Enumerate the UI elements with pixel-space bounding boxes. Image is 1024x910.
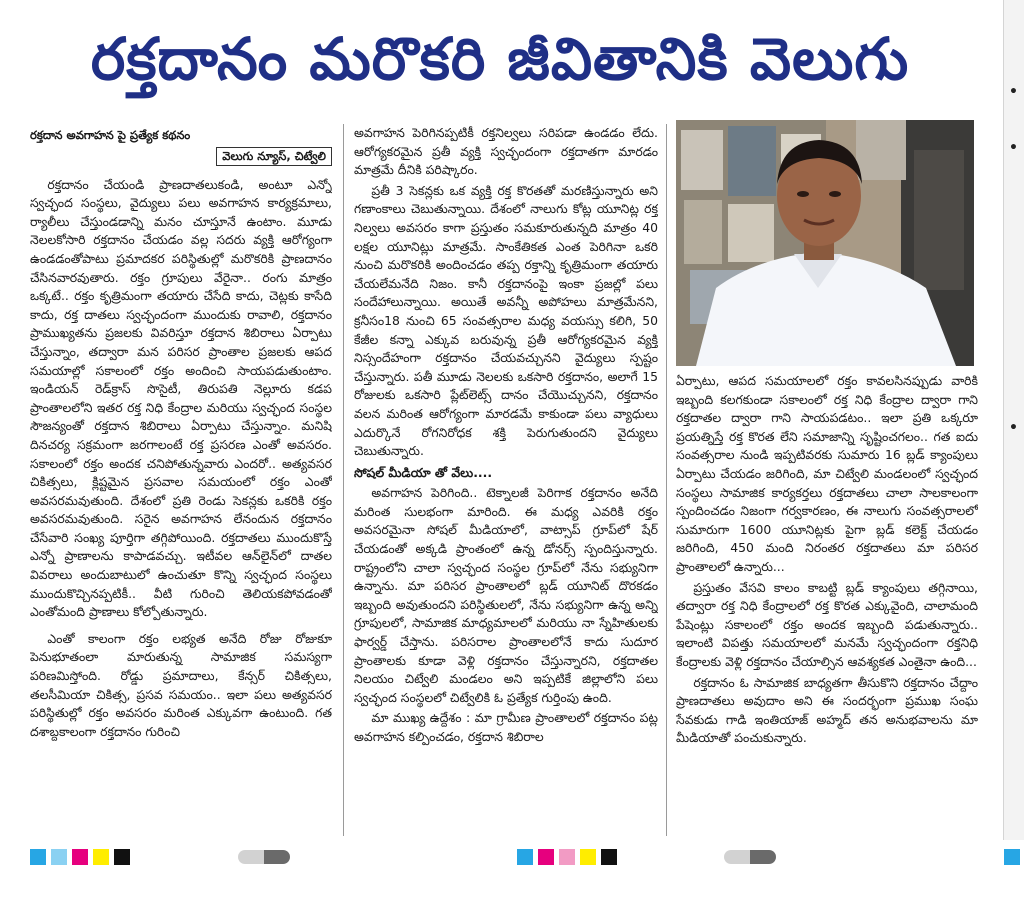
paragraph: ఎంతో కాలంగా రక్తం లభ్యత అనేది రోజు రోజుకూ పెనుభూతంలా మారుతున్న సామాజిక సమస్యగా పరిణమిస్తోంది. రోడ్డు ప్రమాదాలు, కేన్సర్ చికిత్సలు, తలసీమియా చికిత్స, ప్రసవ సమయం.. ఇలా పలు అత్యవసర పరిస్థితుల్లో రక్తం అవసరం మరింత ఎక్కువగా ఉంటుంది. గత దశాబ్దకాలంగా రక్తదానం గురించి [30, 630, 332, 739]
color-swatch-yellow [580, 849, 596, 865]
paragraph: ప్రతీ 3 సెకన్లకు ఒక వ్యక్తి రక్త కొరతతో మరణిస్తున్నారు అని గణాంకాలు చెబుతున్నాయి. దేశంలో నాలుగు కోట్ల యూనిట్ల రక్త నిల్వలు అవసరం కాగా ప్రస్తుతం సమకూరుతున్నది మాత్రం 40 లక్షల యూనిట్లు మాత్రమే. సాంకేతికత ఎంత పెరిగినా ఒకరి నుంచి మరొకరికి అందించడం తప్ప రక్తాన్ని కృత్రిమంగా తయారు చేయలేమనేది నిజం. కానీ రక్తదానంపై ఇంకా ప్రజల్లో పలు సందేహాలున్నాయి. అయితే అవన్నీ అపోహలు మాత్రమేనని, క్రనీసం18 నుంచి 65 సంవత్సరాల మధ్య వయస్సు కలిగి, 50 కేజీల కన్నా ఎక్కువ బరువున్న ప్రతీ ఆరోగ్యకరమైన వ్యక్తి నిస్సందేహంగా రక్తదానం చేయవచ్చునని వైద్యులు స్పష్టం చేస్తున్నారు. పతీ మూడు నెలలకు ఒకసారి రక్తదానం, అలాగే 15 రోజులకు ఒకసారి ప్లేట్‌లెట్స్ దానం చేయొచ్చునని, రక్తదానం వలన మరింత ఆరోగ్యంగా మారడమే కాకుండా పలు వ్యాధులు ఎదుర్కొనే రోగనిరోధక శక్తి పెరుగుతుందని వైద్యులు చెబుతున్నారు. [354, 182, 658, 459]
article-column-1 [30, 124, 332, 836]
column-divider [666, 124, 667, 836]
section-subhead: సోషల్ మీడియా తో వేలు.... [354, 464, 493, 480]
color-swatch-cyan [1004, 849, 1020, 865]
color-swatch-black [601, 849, 617, 865]
column-divider [343, 124, 344, 836]
paragraph: మా ముఖ్య ఉద్దేశం : మా గ్రామీణ ప్రాంతాలలో రక్తదానం పట్ల అవగాహన కల్పించడం, రక్తదాన శిబిరాల [354, 710, 658, 744]
color-swatch-cyan [517, 849, 533, 865]
adjacent-page-edge: • • • [1003, 0, 1024, 840]
byline: వెలుగు న్యూస్, చిట్వేలి [216, 147, 332, 166]
article-column-3 [676, 120, 978, 836]
paragraph: అవగాహన పెరిగినప్పటికీ రక్తనిల్వలు సరిపడా ఉండడం లేదు. ఆరోగ్యకరమైన ప్రతీ వ్యక్తి స్వచ్ఛందంగా రక్తదాతగా మారడం మాత్రమే దీనికి పరిష్కారం. [354, 125, 658, 178]
color-swatch-light-cyan [51, 849, 67, 865]
color-swatch-magenta [538, 849, 554, 865]
paragraph: ఏర్పాటు, ఆపద సమయాలలో రక్తం కావలసినప్పుడు వారికి ఇబ్బంది కలగకుండా సకాలంలో రక్త నిధి కేంద్రాల ద్వారా గాని రక్తదాతల ద్వారా గాని సాయపడటం.. ఇలా ప్రతి ఒక్కరూ ప్రయత్నిస్తే రక్త కొరత లేని సమాజాన్ని సృష్టించగలం.. గత ఐదు సంవత్సరాల నుండి ఇప్పటివరకు సుమారు 16 బ్లడ్ క్యాంపులు ఏర్పాటు చేయడం జరిగింది, మా చిట్వేలి మండలంలో స్వచ్ఛంద సంస్థలు సామాజిక కార్యకర్తలు రక్తదాతలు చాలా సాలకాలంగా స్పందించడం నిజంగా గర్వకారణం, ఈ నాలుగు సంవత్సరాలలో సుమారుగా 1600 యూనిట్లకు పైగా బ్లడ్ కలెక్ట్ చేయడం జరిగింది, 450 మంది నిరంతర రక్తదాతలు మా పరిసర ప్రాంతాలలో ఉన్నారు... [676, 373, 978, 574]
paragraph: ప్రస్తుతం వేసవి కాలం కాబట్టి బ్లడ్ క్యాంపులు తగ్గినాయి, తద్వారా రక్త నిధి కేంద్రాలలో రక్త కొరత ఎక్కువైంది, చాలామంది పేషెంట్లు సకాలంలో రక్తం అందక ఇబ్బంది పడుతున్నారు.. ఇలాంటి విపత్తు సమయాలలో మనమే స్వచ్ఛందంగా రక్తనిధి కేంద్రాలకు వెళ్లి రక్తదానం చేయాల్సిన ఆవశ్యకత ఎంతైనా ఉంది... [676, 579, 978, 669]
paragraph: రక్తదానం చేయండి ప్రాణదాతలుకండి, అంటూ ఎన్నో స్వచ్ఛంద సంస్థలు, వైద్యులు పలు అవగాహన కార్యక్రమాలు, ర్యాలీలు చేస్తుండడాన్ని మనం చూస్తూనే ఉంటాం. మూడు నెలలకోసారి రక్తదానం చేయడం వల్ల సదరు వ్యక్తి ఆరోగ్యంగా ఉండడంతోపాటు ప్రమాదకర పరిస్థితుల్లో మరొకరికి ప్రాణదానం చేసినవారవుతారు. రక్తం గ్రూపులు వేరైనా.. రంగు మాత్రం ఒక్కటే.. రక్తం కృత్రిమంగా తయారు చేసేది కాదు, చెట్లకు కాసేది కాదు, రక్త దాతలు స్వచ్ఛందంగా ముందుకు రావాలి, రక్తదానం ప్రాముఖ్యతను ప్రజలకు వివరిస్తూ రక్తదాన శిబిరాలు ఏర్పాటు చేస్తున్నాం, తద్వారా మన పరిసర ప్రాంతాల ప్రజలకు ఆపద సమయాల్లో సకాలంలో రక్తం అందించి సాయపడుతుంటాం. ఇండియన్ రెడ్‌క్రాస్ సొసైటీ, తిరుపతి నెల్లూరు కడప ప్రాంతాలలోని ఇతర రక్త నిధి కేంద్రాల మరియు స్వచ్ఛంద సంస్థల సౌజన్యంతో రక్తదాన శిబిరాలు ఏర్పాటు చేస్తున్నాం. మనిషి దినచర్య సక్రమంగా జరగాలంటే రక్త ప్రసరణ ఎంతో అవసరం. సకాలంలో రక్తం అందక చనిపోతున్నవారు ఎందరో.. అత్యవసర చికిత్సలు, క్లిష్టమైన ప్రసవాల సమయంలో రక్తం ఎంతో అవసరమవుతుంది. దేశంలో ప్రతి రెండు సెకన్లకు ఒకరికి రక్తం అవసరమవుతుంది. సరైన అవగాహన లేనందున రక్తదానం చేసేవారి సంఖ్య పూర్తిగా తగ్గిపోయింది. రక్తదాతలు ముందుకొస్తే ఎన్నో ప్రాణాలను కాపాడవచ్చు. ఇటీవల ఆన్‌లైన్‌లో దాతల వివరాలు అందుబాటులో ఉంచుతూ కొన్ని స్వచ్ఛంద సంస్థలు ముందుకొచ్చినప్పటికీ.. వీటి గురించి తెలియకపోవడంతో ఎంతోమంది ప్రాణాలు కోల్పోతున్నారు. [30, 176, 332, 620]
headline: రక్తదానం మరొకరి జీవితానికి వెలుగు [90, 25, 910, 93]
portrait-photo [676, 120, 974, 366]
paragraph: రక్తదానం ఓ సామాజిక బాధ్యతగా తీసుకొని రక్తదానం చేద్దాం ప్రాణదాతలు అవుదాం అని ఈ సందర్భంగా ప్రముఖ సంఘ సేవకుడు గాడి ఇంతియాజ్ అహ్మద్ తన అనుభవాలను మా మీడియాతో పంచుకున్నారు. [676, 674, 978, 746]
color-swatch-pink [559, 849, 575, 865]
byline-row [30, 147, 332, 166]
article-kicker: రక్తదాన అవగాహన పై ప్రత్యేక కథనం [30, 128, 191, 142]
color-swatch-yellow [93, 849, 109, 865]
registration-mark [724, 850, 776, 864]
paragraph: అవగాహన పెరిగింది.. టెక్నాలజీ పెరిగాక రక్తదానం అనేది మరింత సులభంగా మారింది. ఈ మధ్య ఎవరికి రక్తం అవసరమైనా సోషల్ మీడియాలో, వాట్సాప్ గ్రూప్‌లో షేర్ చేయడంతో అక్కడి ప్రాంతంలో ఉన్న డోనర్స్ స్పందిస్తున్నారు. రాష్ట్రంలోని చాలా స్వచ్ఛంద సంస్థల గ్రూప్‌లో నేను సభ్యునిగా ఉన్నాను. మా పరిసర ప్రాంతాలలో బ్లడ్ యూనిట్ దొరకడం ఇబ్బంది అవుతుందని పరిస్థితులలో, నేను సభ్యునిగా ఉన్న అన్ని గ్రూపులలో, సామాజిక మాధ్యమాలలో మరియు నా స్నేహితులకు ఫార్వర్డ్ చేస్తాను. పరిసరాల ప్రాంతాలలోనే కాదు సుదూర ప్రాంతాలకు కూడా వెళ్లి రక్తదానం చేస్తున్నారని, రక్తదాతల నిలయం చిట్వేలి మండలం అని ఇప్పటికే జిల్లాలోని పలు స్వచ్ఛంద సంస్థలలో చిట్వేలికి ఓ ప్రత్యేక గుర్తింపు ఉంది. [354, 485, 658, 705]
article-column-2 [354, 124, 658, 836]
color-swatch-black [114, 849, 130, 865]
registration-mark [238, 850, 290, 864]
color-swatch-magenta [72, 849, 88, 865]
color-swatch-cyan [30, 849, 46, 865]
